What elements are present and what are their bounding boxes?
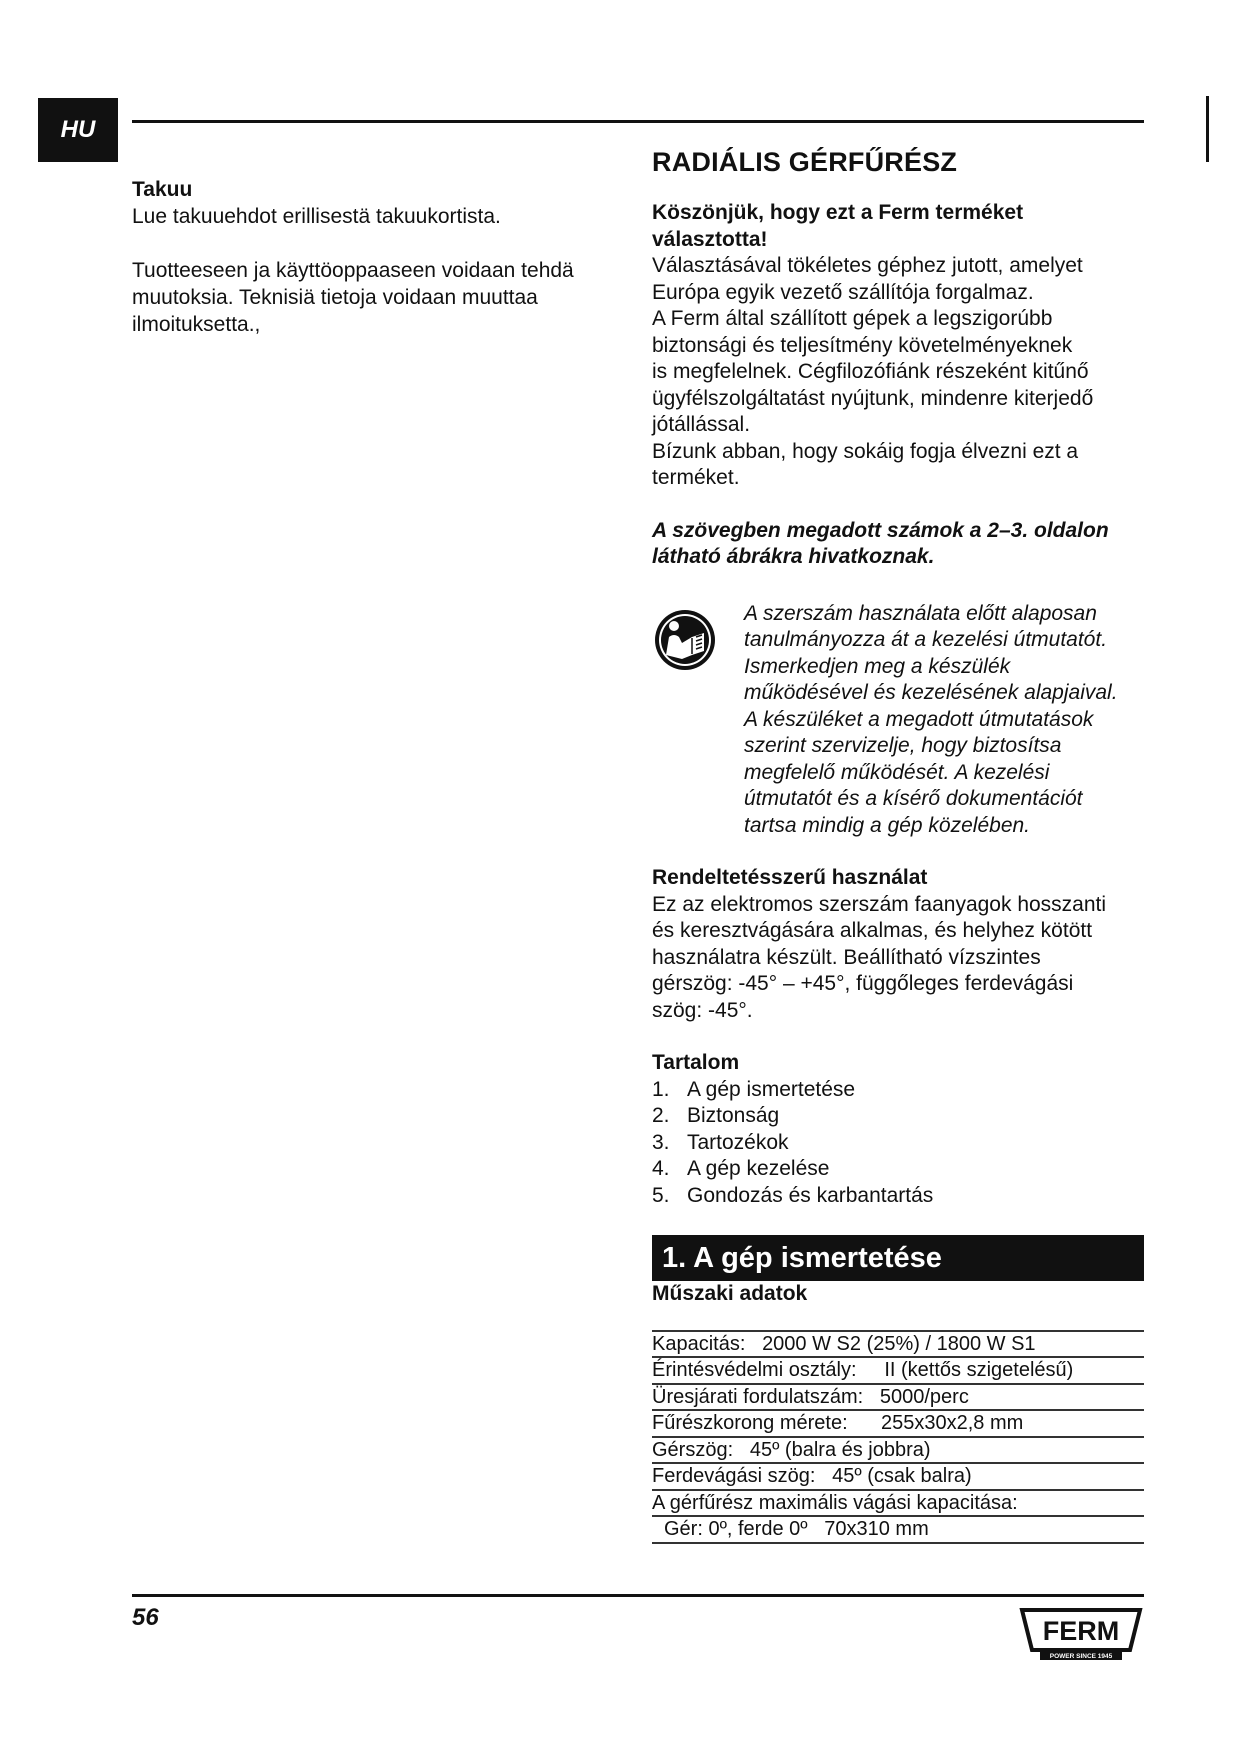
warning-line: Ismerkedjen meg a készülék: [744, 654, 1011, 678]
table-row: Gér: 0º, ferde 0º 70x310 mm: [652, 1517, 1144, 1544]
read-manual-icon: [652, 607, 718, 673]
intro-line: terméket.: [652, 466, 740, 489]
list-item: 4. A gép kezelése: [652, 1157, 830, 1180]
warning-line: tanulmányozza át a kezelési útmutatót.: [744, 628, 1108, 651]
page-number: 56: [132, 1604, 159, 1631]
intro-line: Bízunk abban, hogy sokáig fogja élvezni ezt a: [652, 439, 1079, 463]
ferm-logo: [1018, 1606, 1144, 1660]
intro-line: ügyfélszolgáltatást nyújtunk, mindenre kiterjedő: [652, 386, 1094, 410]
list-item: 1. A gép ismertetése: [652, 1077, 856, 1101]
warning-line: megfelelő működését. A kezelési: [744, 760, 1050, 784]
intended-use-line: gérszög: -45° – +45°, függőleges ferdevágási: [652, 972, 1074, 995]
manual-warning: [652, 601, 1144, 840]
tech-data-heading: Műszaki adatok: [652, 1282, 808, 1305]
change-notice-line: muutoksia. Teknisiä tietoja voidaan muuttaa: [132, 286, 538, 309]
thanks-heading: választotta!: [652, 227, 768, 251]
warranty-line: Lue takuuehdot erillisestä takuukortista.: [132, 205, 501, 228]
intended-use-line: és keresztvágására alkalmas, és helyhez kötött: [652, 919, 1093, 942]
section-title-bar: 1. A gép ismertetése: [652, 1235, 1144, 1281]
intended-use-line: használatra készült. Beállítható vízszintes: [652, 945, 1041, 969]
intro-line: Választásával tökéletes géphez jutott, amelyet: [652, 254, 1083, 277]
intro-line: A Ferm által szállított gépek a legszigorúbb: [652, 307, 1053, 330]
intro-line: biztonsági és teljesítmény követelményeknek: [652, 333, 1073, 357]
warning-line: útmutatót és a kísérő dokumentációt: [744, 787, 1083, 810]
table-row: Fűrészkorong mérete: 255x30x2,8 mm: [652, 1411, 1144, 1438]
intro-line: is megfelelnek. Cégfilozófiánk részeként kitűnő: [652, 360, 1089, 383]
intended-use-line: szög: -45°.: [652, 998, 753, 1022]
thanks-heading: Köszönjük, hogy ezt a Ferm terméket: [652, 201, 1024, 224]
table-row: Érintésvédelmi osztály: II (kettős szigetelésű): [652, 1358, 1144, 1385]
table-row: Gérszög: 45º (balra és jobbra): [652, 1438, 1144, 1465]
warning-line: szerint szervizelje, hogy biztosítsa: [744, 734, 1062, 757]
contents-list: [652, 1077, 1144, 1210]
warning-line: A szerszám használata előtt alaposan: [744, 601, 1097, 625]
figure-note: A szövegben megadott számok a 2–3. oldalon: [652, 518, 1109, 542]
list-item: 5. Gondozás és karbantartás: [652, 1183, 934, 1207]
contents-heading: Tartalom: [652, 1051, 740, 1074]
table-row: A gérfűrész maximális vágási kapacitása:: [652, 1491, 1144, 1518]
table-row: Ferdevágási szög: 45º (csak balra): [652, 1464, 1144, 1491]
intended-use-heading: Rendeltetésszerű használat: [652, 866, 928, 889]
change-notice-line: ilmoituksetta.,: [132, 313, 261, 336]
intro-line: jótállással.: [652, 413, 751, 436]
bottom-divider: [132, 1594, 1144, 1597]
page-title: RADIÁLIS GÉRFŰRÉSZ: [652, 147, 958, 177]
change-notice-line: Tuotteeseen ja käyttöoppaaseen voidaan tehdä: [132, 259, 574, 282]
warning-line: A készüléket a megadott útmutatások: [744, 707, 1094, 731]
list-item: 3. Tartozékok: [652, 1130, 789, 1154]
warning-line: működésével és kezelésének alapjaival.: [744, 681, 1118, 704]
table-row: Üresjárati fordulatszám: 5000/perc: [652, 1385, 1144, 1412]
list-item: 2. Biztonság: [652, 1104, 780, 1127]
warning-line: tartsa mindig a gép közelében.: [744, 813, 1031, 837]
logo-wordmark: FERM: [1042, 1616, 1120, 1646]
intended-use-line: Ez az elektromos szerszám faanyagok hosszanti: [652, 892, 1107, 916]
language-tab: HU: [38, 98, 118, 162]
top-divider: [132, 120, 1144, 123]
figure-note: látható ábrákra hivatkoznak.: [652, 545, 935, 568]
left-column: [132, 176, 632, 338]
table-row: Kapacitás: 2000 W S2 (25%) / 1800 W S1: [652, 1332, 1144, 1359]
edge-marker: [1206, 96, 1209, 162]
intro-line: Európa egyik vezető szállítója forgalmaz.: [652, 280, 1034, 304]
spec-table: [652, 1330, 1144, 1544]
right-column: [652, 146, 1144, 1544]
warranty-heading: Takuu: [132, 178, 193, 201]
logo-tagline: POWER SINCE 1945: [1049, 1653, 1113, 1660]
